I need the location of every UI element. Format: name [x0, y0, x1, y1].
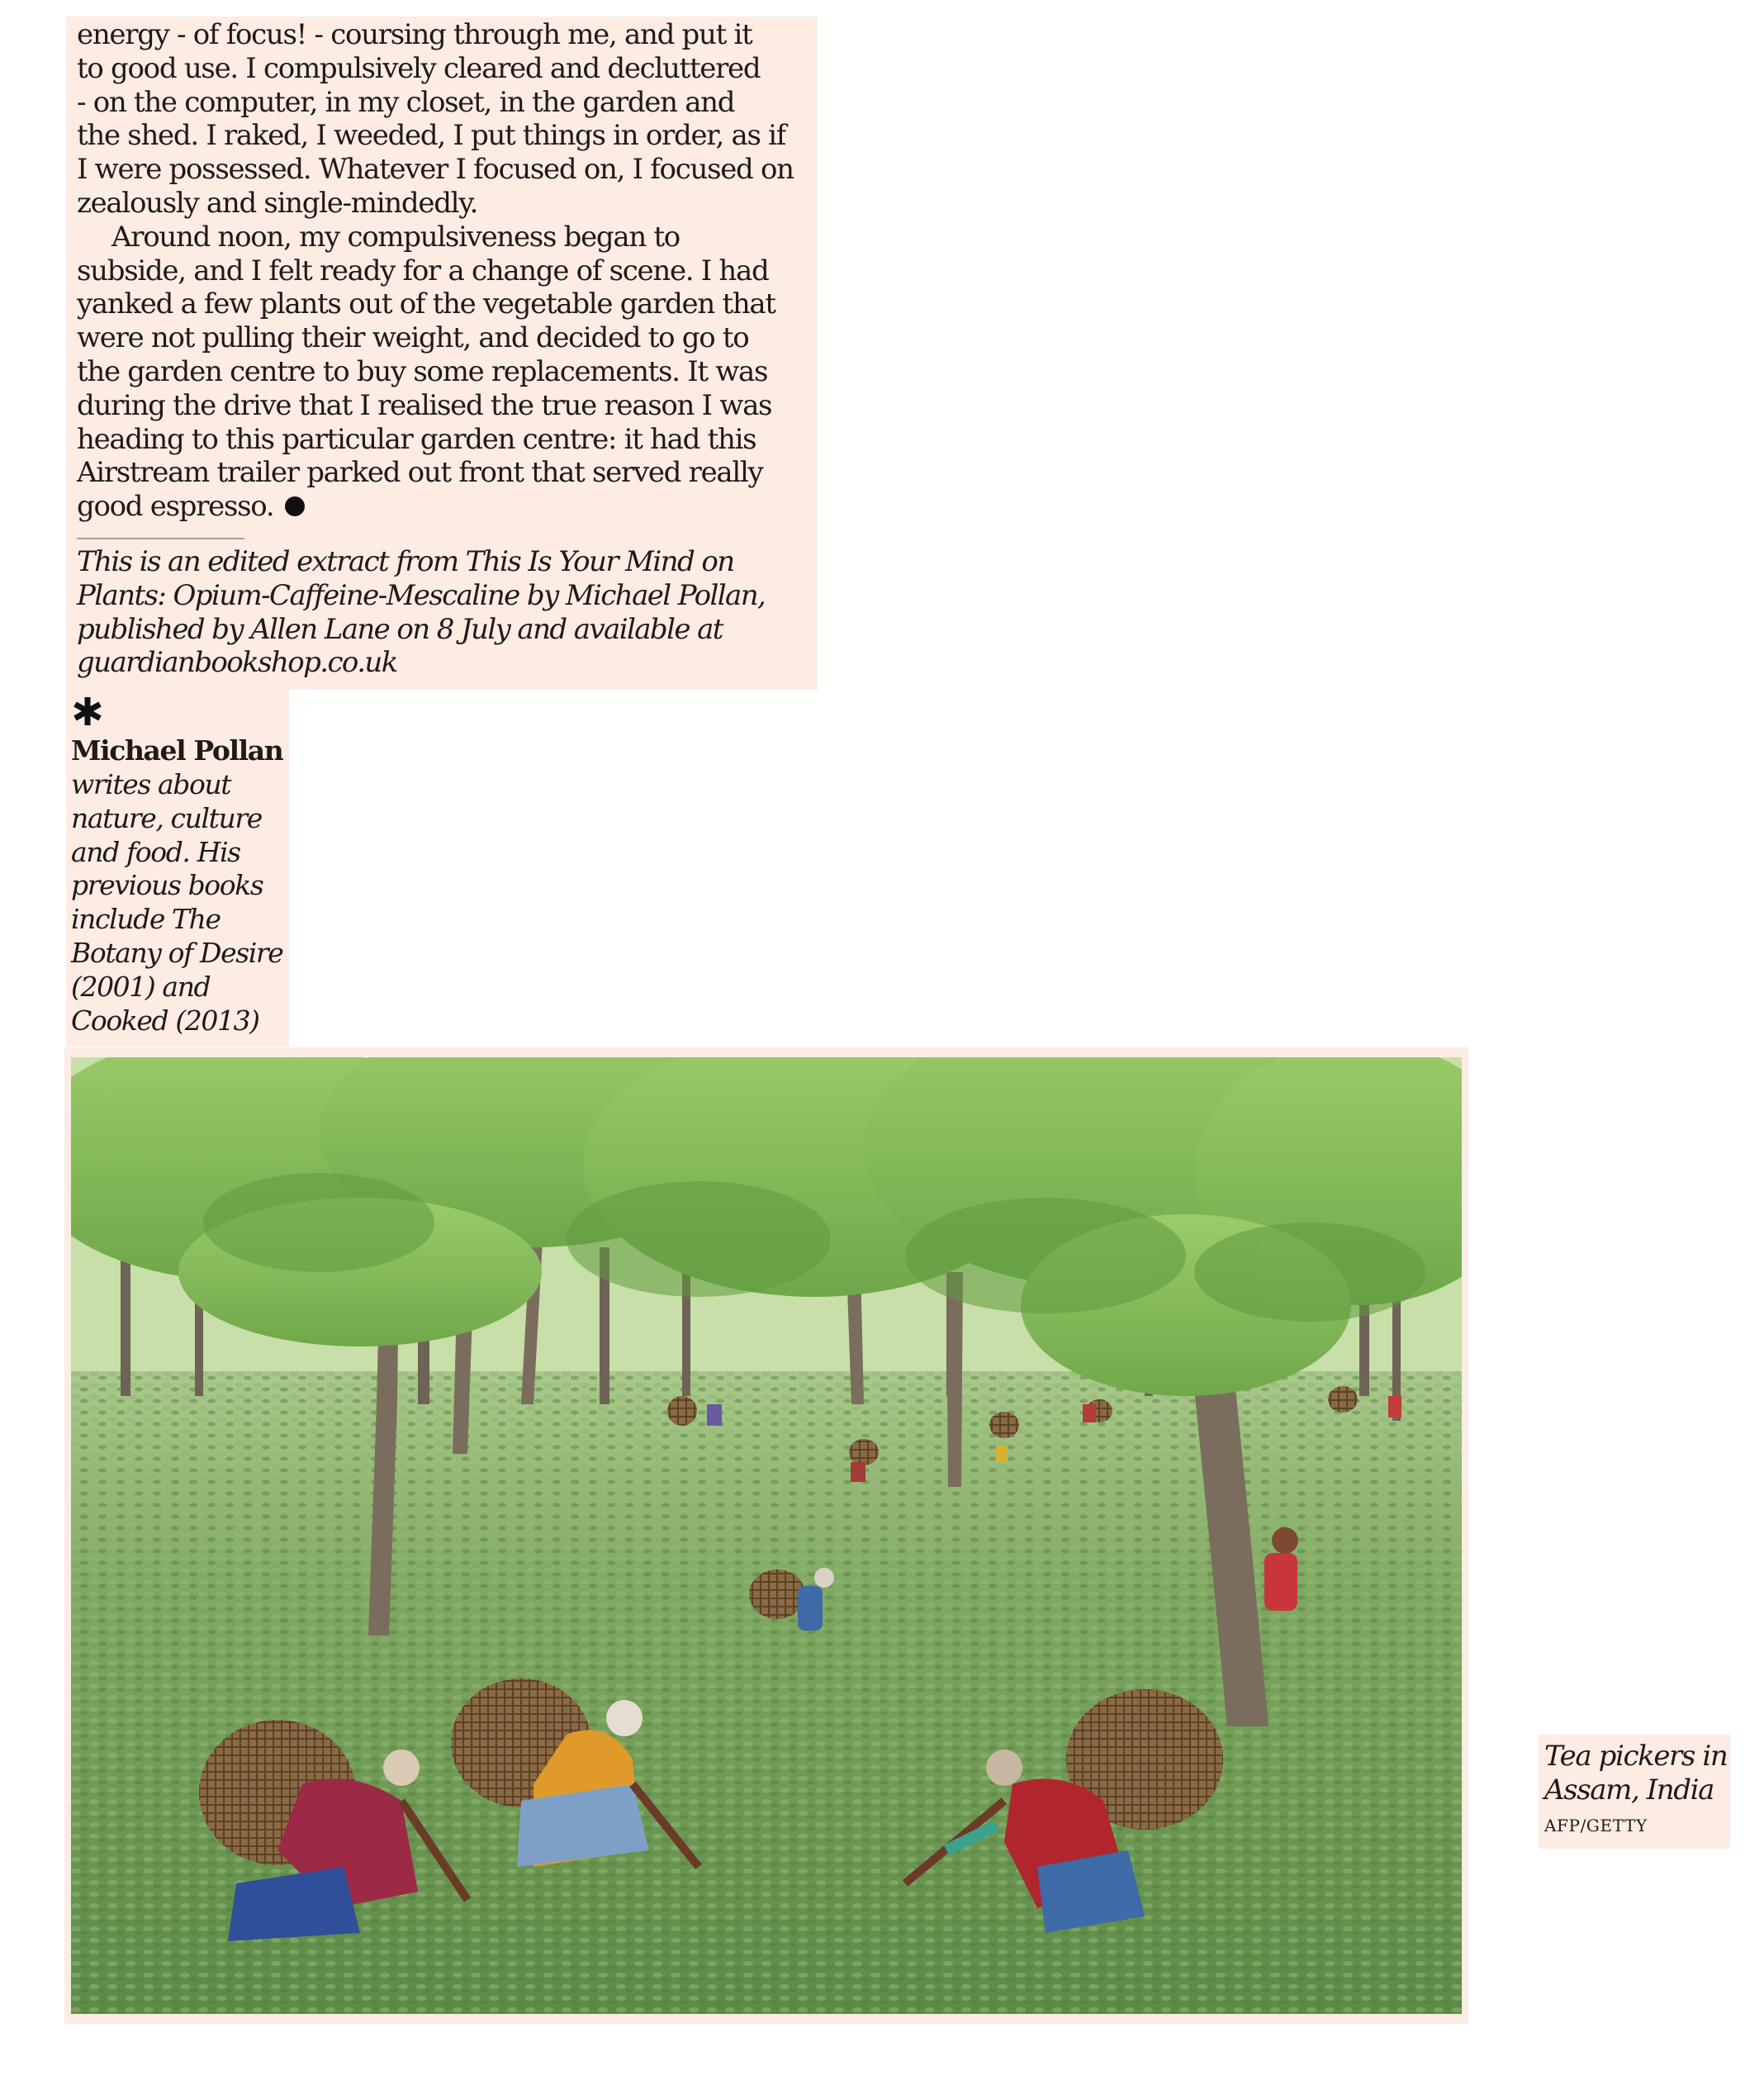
bio-line: (2001) and [71, 970, 211, 1003]
bio-line: and food. His [71, 835, 240, 868]
author-name: Michael Pollan [71, 734, 283, 767]
caption-line: Tea pickers in [1544, 1740, 1728, 1773]
article-line: heading to this particular garden centre: it had this [77, 422, 756, 456]
article-line: Around noon, my compulsiveness began to [111, 220, 680, 254]
bio-line: include The [71, 903, 220, 936]
end-mark-icon [285, 496, 305, 516]
article-line: energy - of focus! - coursing through me, and put it [77, 18, 752, 51]
caption-line: Assam, India [1544, 1773, 1714, 1807]
photo-credit: AFP/GETTY [1544, 1816, 1648, 1835]
article-line: Airstream trailer parked out front that served really [77, 456, 763, 490]
tea-pickers-photo [71, 1057, 1462, 2014]
caption-text [1544, 1740, 1727, 1807]
asterisk-icon [71, 695, 104, 728]
article-line: good espresso. [77, 490, 274, 524]
article-line: subside, and I felt ready for a change of scene. I had [77, 254, 769, 287]
bio-line: writes about [71, 768, 231, 800]
divider [77, 538, 244, 539]
article-line: were not pulling their weight, and decided to go to [77, 321, 749, 355]
article-body [77, 18, 816, 524]
extract-note-line: This is an edited extract from This Is Your Mind on [77, 545, 734, 578]
article-line: I were possessed. Whatever I focused on, I focused on [77, 153, 794, 187]
extract-note-link[interactable]: guardianbookshop.co.uk [77, 646, 397, 680]
bio-text [71, 768, 282, 1038]
article-line: to good use. I compulsively cleared and decluttered [77, 51, 761, 85]
extract-note-line: Plants: Opium-Caffeine-Mescaline by Michael Pollan, [77, 578, 766, 612]
article-last-line [77, 490, 816, 524]
article-line: - on the computer, in my closet, in the garden and [77, 85, 735, 119]
article-column [66, 17, 818, 690]
extract-note [77, 545, 816, 680]
article-line: during the drive that I realised the true reason I was [77, 388, 772, 422]
photo-caption [1539, 1735, 1730, 1849]
bio-line: Cooked (2013) [71, 1004, 259, 1037]
bio-line: Botany of Desire [71, 936, 283, 969]
article-line: yanked a few plants out of the vegetable garden that [77, 287, 775, 321]
extract-note-line: published by Allen Lane on 8 July and available at [77, 612, 723, 646]
bio-line: nature, culture [71, 801, 262, 834]
article-line: the garden centre to buy some replacements. It was [77, 354, 768, 388]
author-bio [66, 690, 289, 1047]
article-line: zealously and single-mindedly. [77, 186, 478, 220]
photo-frame [64, 1047, 1468, 2024]
article-line: the shed. I raked, I weeded, I put things in order, as if [77, 119, 785, 153]
bio-line: previous books [71, 869, 263, 902]
